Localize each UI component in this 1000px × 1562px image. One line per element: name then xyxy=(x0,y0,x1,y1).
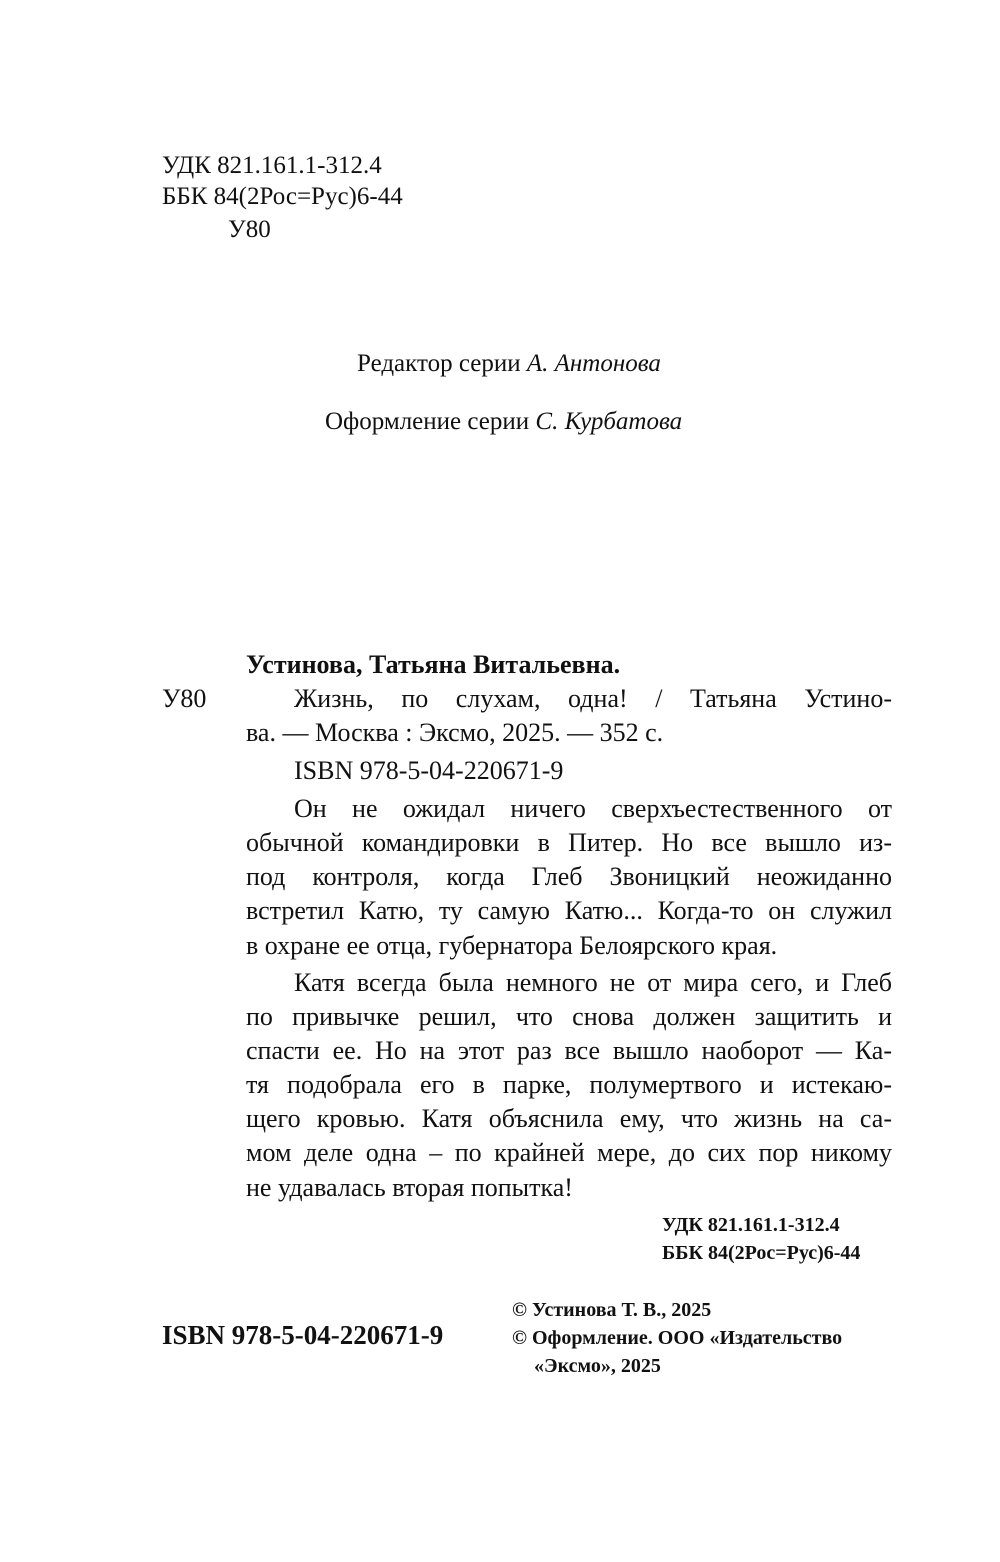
annotation-p2-line: тя подобрала его в парке, полумертвого и истекаю- xyxy=(246,1070,892,1099)
series-design-name: С. Курбатова xyxy=(535,408,683,435)
bbk-code-bottom: ББК 84(2Рос=Рус)6-44 xyxy=(662,1242,861,1264)
copyright-author: © Устинова Т. В., 2025 xyxy=(512,1299,712,1321)
annotation-p2-line: щего кровью. Катя объяснила ему, что жизнь на са- xyxy=(246,1104,892,1133)
annotation-p1-line: под контроля, когда Глеб Звоницкий неожиданно xyxy=(246,862,892,891)
series-design-credit xyxy=(325,406,682,438)
annotation-p1-line: встретил Катю, ту самую Катю... Когда-то он служил xyxy=(246,896,892,925)
author-heading: Устинова, Татьяна Витальевна. xyxy=(246,650,621,679)
annotation-p1-line: обычной командировки в Питер. Но все вышло из- xyxy=(246,828,892,857)
series-editor-name: А. Антонова xyxy=(526,350,661,377)
title-line-1: Жизнь, по слухам, одна! / Татьяна Устино- xyxy=(294,684,892,713)
isbn-record: ISBN 978-5-04-220671-9 xyxy=(294,756,564,785)
series-editor-credit xyxy=(357,348,661,380)
annotation-p2-line: по привычке решил, что снова должен защитить и xyxy=(246,1002,892,1031)
copyright-design-cont: «Эксмо», 2025 xyxy=(534,1355,661,1377)
annotation-p2-line: не удавалась вторая попытка! xyxy=(246,1173,573,1202)
copyright-design: © Оформление. ООО «Издательство xyxy=(512,1327,843,1349)
author-code-top: У80 xyxy=(228,216,271,243)
annotation-p2-line: спасти ее. Но на этот раз все вышло наоборот — Ка- xyxy=(246,1036,892,1065)
title-line-2: ва. — Москва : Эксмо, 2025. — 352 с. xyxy=(246,718,664,747)
annotation-p2-line: Катя всегда была немного не от мира сего, и Глеб xyxy=(294,968,892,997)
bbk-code-top: ББК 84(2Рос=Рус)6-44 xyxy=(162,183,403,210)
annotation-p1-line: Он не ожидал ничего сверхъестественного от xyxy=(294,794,892,823)
annotation-p2-line: мом деле одна – по крайней мере, до сих пор никому xyxy=(246,1138,892,1167)
series-design-label: Оформление серии xyxy=(325,408,530,435)
annotation-p1-line: в охране ее отца, губернатора Белоярского края. xyxy=(246,931,778,960)
udk-code-bottom: УДК 821.161.1-312.4 xyxy=(662,1214,840,1236)
udk-code-top: УДК 821.161.1-312.4 xyxy=(162,152,382,179)
series-editor-label: Редактор серии xyxy=(357,350,521,377)
isbn-bottom: ISBN 978-5-04-220671-9 xyxy=(162,1320,444,1350)
author-code-record: У80 xyxy=(162,684,207,713)
